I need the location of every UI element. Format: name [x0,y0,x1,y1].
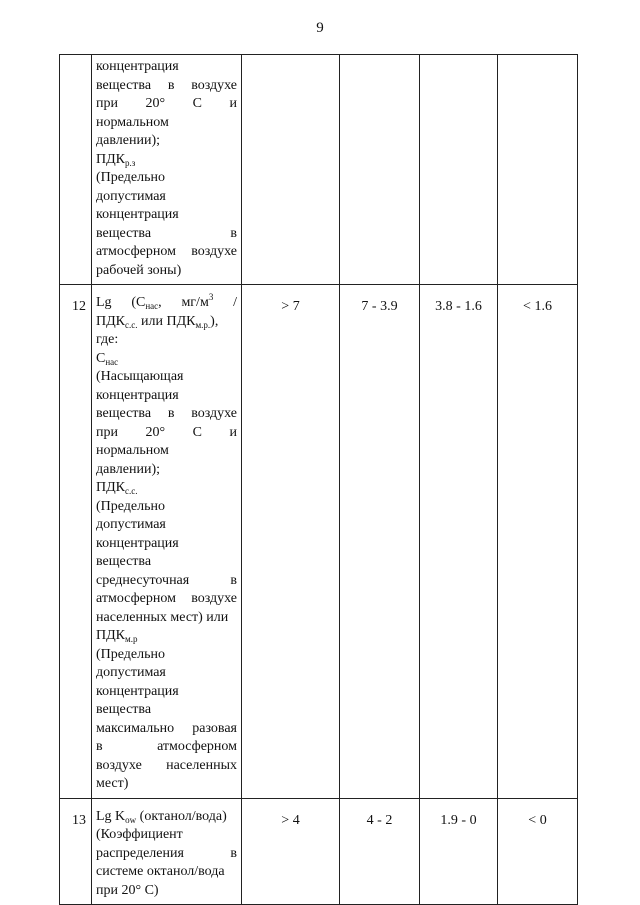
table-row-13 [60,798,578,905]
row-description-cell: Lg $K_{ow}$ (октанол/вода) (Коэффициент распределения в системе октанол/вода при 20° С) [92,798,242,905]
value-cell-2: 7 - 3.9 [340,285,420,799]
value-cell-1: > 7 [242,285,340,799]
value-cell-4: < 1.6 [498,285,578,799]
row-number-cell: 12 [60,285,92,799]
row-number-cell: 13 [60,798,92,905]
value-cell-3: 1.9 - 0 [420,798,498,905]
value-cell-4 [498,55,578,285]
table-row-continuation [60,55,578,285]
value-cell-1: > 4 [242,798,340,905]
value-cell-2 [340,55,420,285]
value-cell-4: < 0 [498,798,578,905]
table-row-12 [60,285,578,799]
row-description-cell: Lg ($С_{нас}$, $мг/м^3$ / $ПДК_{с.с.}$ или $ПДК_{м.р.}$), где: $С_{нас}$ (Насыщающая концентрация вещества в воздухе при 20° С и нормальном давлении); $ПДК_{с.с.}$ (Предельно допустимая концентрация вещества среднесуточная в атмосферном воздухе населенных мест) или $ПДК_{м.р}$ (Предельно допустимая концентрация вещества максимально разовая в атмосферном воздухе населенных мест) [92,285,242,799]
value-cell-1 [242,55,340,285]
page-number: 9 [316,20,324,36]
row-number-cell [60,55,92,285]
value-cell-2: 4 - 2 [340,798,420,905]
value-cell-3 [420,55,498,285]
row-description-cell: концентрация вещества в воздухе при 20° С и нормальном давлении); $ПДК_{р.з}$ (Предельно допустимая концентрация вещества в атмосферном воздухе рабочей зоны) [92,55,242,285]
hazard-criteria-table [59,54,578,905]
value-cell-3: 3.8 - 1.6 [420,285,498,799]
